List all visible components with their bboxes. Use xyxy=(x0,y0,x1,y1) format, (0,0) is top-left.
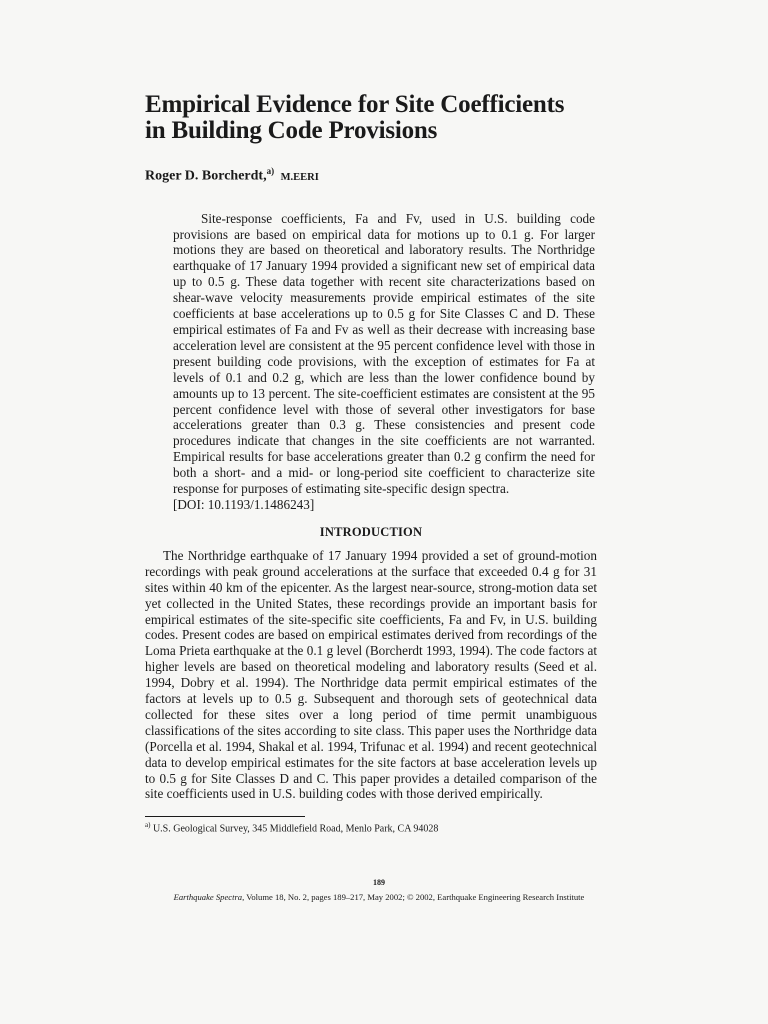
paper-title xyxy=(145,92,597,144)
introduction-paragraph: The Northridge earthquake of 17 January 1994 provided a set of ground-motion recordings with peak ground accelerations at the surface that exceeded 0.4 g for 31 sites within 40 km of the epicenter. As the largest near-source, strong-motion data set yet collected in the United States, these recordings provide an important basis for empirical estimates of the site-specific site coefficients, Fa and Fv, in U.S. building codes. Present codes are based on empirical estimates derived from recordings of the Loma Prieta earthquake at the 0.1 g level (Borcherdt 1993, 1994). The code factors at higher levels are based on theoretical modeling and laboratory results (Seed et al. 1994, Dobry et al. 1994). The Northridge data permit empirical estimates of the factors at levels up to 0.5 g. Subsequent and thorough sets of geotechnical data collected for these sites over a long period of time permit unambiguous classifications of the sites according to site class. This paper uses the Northridge data (Porcella et al. 1994, Shakal et al. 1994, Trifunac et al. 1994) and recent geotechnical data to develop empirical estimates for the site factors at base acceleration levels up to 0.5 g for Site Classes D and C. This paper provides a detailed comparison of the site coefficients used in U.S. building codes with those derived empirically. xyxy=(145,547,597,802)
author-name: Roger D. Borcherdt, xyxy=(145,168,267,184)
author-footnote-marker: a) xyxy=(266,166,275,176)
introduction-heading: INTRODUCTION xyxy=(319,524,423,539)
page-number: 189 xyxy=(373,878,385,887)
title-line-1: Empirical Evidence for Site Coefficients xyxy=(145,91,565,118)
journal-citation xyxy=(145,892,613,902)
paper-page xyxy=(145,92,597,835)
journal-name: Earthquake Spectra xyxy=(173,892,243,902)
abstract-text: Site-response coefficients, Fa and Fv, used in U.S. building code provisions are based on empirical data for motions up to 0.1 g. For larger motions they are based on theoretical and laboratory results. The Northridge earthquake of 17 January 1994 provided a significant new set of empirical data up to 0.5 g. These data together with recent site characterizations based on shear-wave velocity measurements provide empirical estimates of the site coefficients at base accelerations up to 0.5 g for Site Classes C and D. These empirical estimates of Fa and Fv as well as their decrease with increasing base acceleration level are consistent at the 95 percent confidence level with those in present building code provisions, with the exception of estimates for Fa at levels of 0.1 and 0.2 g, which are less than the lower confidence bound by amounts up to 13 percent. The site-coefficient estimates are consistent at the 95 percent confidence level with those of several other investigators for base accelerations greater than 0.3 g. These consistencies and present code procedures indicate that changes in the site coefficients are not warranted. Empirical results for base accelerations greater than 0.2 g confirm the need for both a short- and a mid- or long-period site coefficient to characterize site response for purposes of estimating site-specific design spectra. xyxy=(173,210,595,497)
footnote-divider xyxy=(145,816,305,817)
footnote-text: U.S. Geological Survey, 345 Middlefield Road, Menlo Park, CA 94028 xyxy=(152,823,439,835)
abstract xyxy=(173,211,595,513)
author-line xyxy=(145,166,597,185)
introduction-body xyxy=(145,548,597,803)
citation-details: , Volume 18, No. 2, pages 189–217, May 2002; © 2002, Earthquake Engineering Research Institute xyxy=(242,892,585,902)
title-line-2: in Building Code Provisions xyxy=(145,117,438,144)
footnote-marker: a) xyxy=(145,821,151,830)
footnote xyxy=(145,821,597,834)
author-affiliation: M.EERI xyxy=(280,171,319,183)
doi: [DOI: 10.1193/1.1486243] xyxy=(173,496,315,512)
